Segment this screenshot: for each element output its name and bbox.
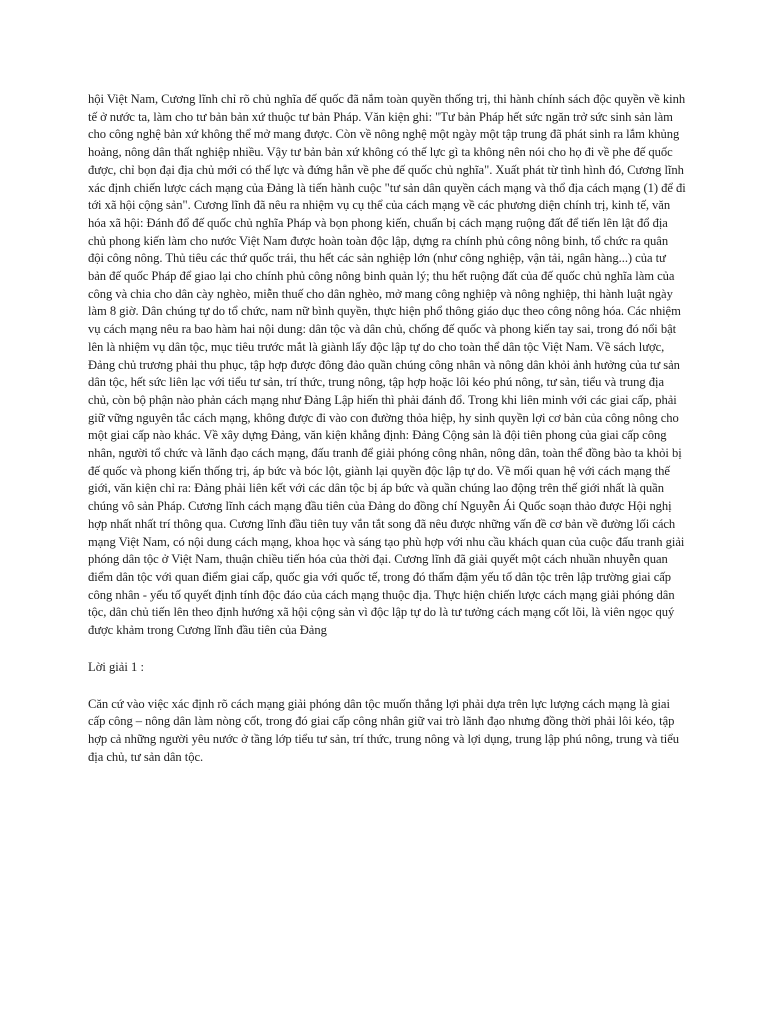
body-paragraph-2: Căn cứ vào việc xác định rõ cách mạng giải phóng dân tộc muốn thắng lợi phải dựa trên lực lượng cách mạng là giai cấp công – nông dân làm nòng cốt, trong đó giai cấp công nhân giữ vai trò lãnh đạo nhưng đồng thời phải lôi kéo, tập hợp cả những người yêu nước ở tầng lớp tiểu tư sản, trí thức, trung nông và lợi dụng, trung lập phú nông, trung và tiểu địa chủ, tư sản dân tộc. bbox=[88, 696, 680, 764]
body-paragraph-1: hội Việt Nam, Cương lĩnh chỉ rõ chủ nghĩa đế quốc đã nắm toàn quyền thống trị, thi hành chính sách độc quyền về kinh tế ở nước ta, làm cho tư bản bản xứ thuộc tư bản Pháp. Văn kiện ghi: "Tư bản Pháp hết sức ngăn trở sức sinh sản làm cho công nghệ bản xứ không thể mở mang được. Còn về nông nghệ một ngày một tập trung đã phát sinh ra lắm khủng hoảng, nông dân thất nghiệp nhiều. Vậy tư bản bản xứ không có thế lực gì ta không nên nói cho họ đi về phe đế quốc được, chỉ bọn đại địa chủ mới có thế lực và đứng hẳn về phe đế quốc chủ nghĩa". Xuất phát từ tình hình đó, Cương lĩnh xác định chiến lược cách mạng của Đảng là tiến hành cuộc "tư sản dân quyền cách mạng và thổ địa cách mạng (1) để đi tới xã hội cộng sản". Cương lĩnh đã nêu ra nhiệm vụ cụ thể của cách mạng về các phương diện chính trị, kinh tế, văn hóa xã hội: Đánh đổ đế quốc chủ nghĩa Pháp và bọn phong kiến, chuẩn bị cách mạng ruộng đất để tiến lên lật đổ địa chủ phong kiến làm cho nước Việt Nam được hoàn toàn độc lập, dựng ra chính phủ công nông binh, tổ chức ra quân đội công nông. Thủ tiêu các thứ quốc trái, thu hết các sản nghiệp lớn (như công nghiệp, vận tải, ngân hàng...) của tư bản đế quốc Pháp để giao lại cho chính phủ công nông binh quản lý; thu hết ruộng đất của đế quốc chủ nghĩa làm của công và chia cho dân cày nghèo, miễn thuế cho dân nghèo, mở mang công nghiệp và nông nghiệp, thi hành luật ngày làm 8 giờ. Dân chúng tự do tổ chức, nam nữ bình quyền, thực hiện phổ thông giáo dục theo công nông hóa. Các nhiệm vụ cách mạng nêu ra bao hàm hai nội dung: dân tộc và dân chủ, chống đế quốc và phong kiến tay sai, trong đó nổi bật lên là nhiệm vụ dân tộc, mục tiêu trước mắt là giành lấy độc lập tự do cho toàn thể dân tộc Việt Nam. Về sách lược, Đảng chủ trương phải thu phục, tập hợp được đông đảo quần chúng công nhân và nông dân khỏi ảnh hưởng của tư sản dân tộc, hết sức liên lạc với tiểu tư sản, trí thức, trung nông, tập hợp hoặc lôi kéo phú nông, tư sản, tiểu và trung địa chủ, còn bộ phận nào phản cách mạng như Đảng Lập hiến thì phải đánh đổ. Trong khi liên minh với các giai cấp, phải giữ vững nguyên tắc cách mạng, không được đi vào con đường thỏa hiệp, hy sinh quyền lợi cơ bản của công nông cho một giai cấp nào khác. Về xây dựng Đảng, văn kiện khẳng định: Đảng Cộng sản là đội tiên phong của giai cấp công nhân, người tổ chức và lãnh đạo cách mạng, đấu tranh để giải phóng công nhân, nông dân, toàn thể đồng bào ta khỏi bị đế quốc và phong kiến thống trị, áp bức và bóc lột, giành lại quyền độc lập tự do. Về mối quan hệ với cách mạng thế giới, văn kiện chỉ ra: Đảng phải liên kết với các dân tộc bị áp bức và quần chúng lao động trên thế giới nhất là quần chúng vô sản Pháp. Cương lĩnh cách mạng đầu tiên của Đảng do đồng chí Nguyễn Ái Quốc soạn thảo được Hội nghị hợp nhất nhất trí thông qua. Cương lĩnh đầu tiên tuy vắn tắt song đã nêu được những vấn đề cơ bản về đường lối cách mạng Việt Nam, có nội dung cách mạng, khoa học và sáng tạo phù hợp với nhu cầu khách quan của cuộc đấu tranh giải phóng dân tộc ở Việt Nam, thuận chiều tiến hóa của thời đại. Cương lĩnh đã giải quyết một cách nhuần nhuyễn quan điểm dân tộc với quan điểm giai cấp, quốc gia với quốc tế, trong đó thấm đậm yếu tố dân tộc trên lập trường giai cấp công nhân - yếu tố quyết định tính độc đáo của cách mạng thuộc địa. Thực hiện chiến lược cách mạng giải phóng dân tộc, dân chủ tiến lên theo định hướng xã hội cộng sản vì độc lập tự do là tư tưởng cách mạng cốt lõi, là viên ngọc quý được khảm trong Cương lĩnh đầu tiên của Đảng bbox=[88, 92, 686, 638]
solution-heading: Lời giải 1 : bbox=[88, 659, 144, 674]
